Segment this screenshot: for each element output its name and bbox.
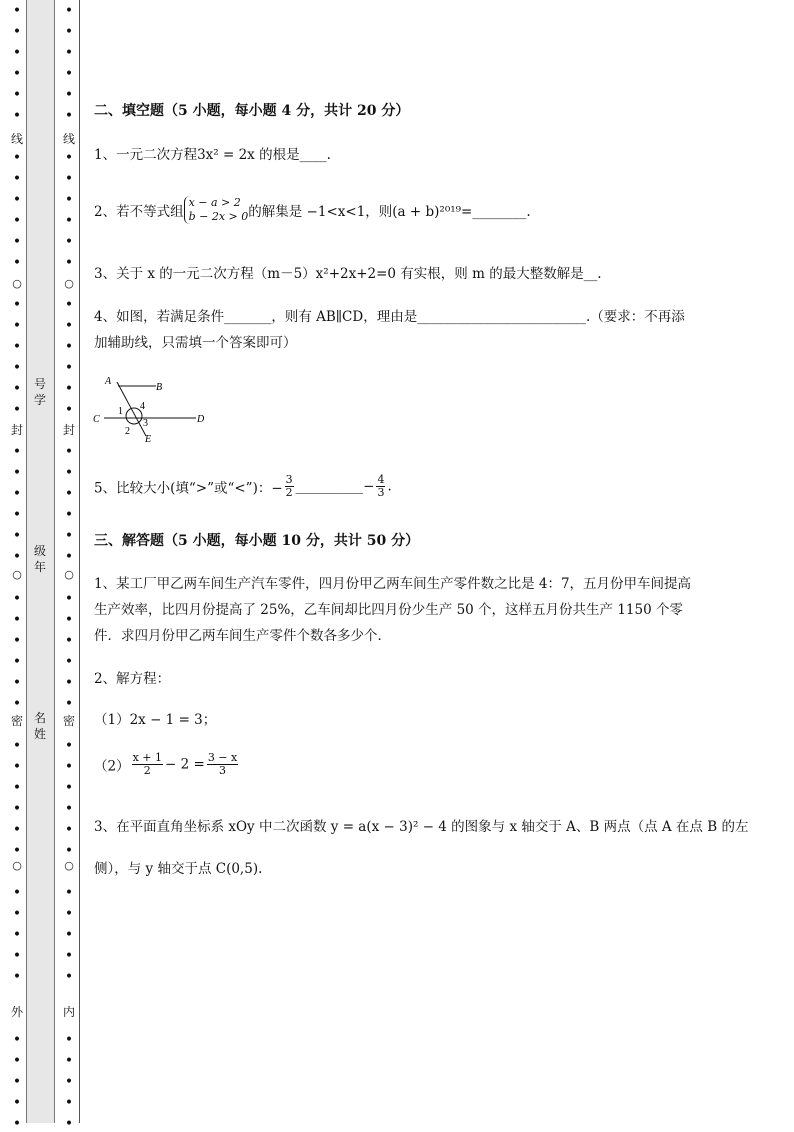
question-2-3: 3、关于 x 的一元二次方程（m－5）x²+2x+2=0 有实根，则 m 的最大整数解是__. xyxy=(94,266,602,282)
margin-dot: • xyxy=(64,150,74,166)
margin-dot: • xyxy=(12,45,22,61)
margin-dot: • xyxy=(12,927,22,943)
question-3-2-part-2-prefix: （2） xyxy=(94,758,130,775)
label-a: A xyxy=(105,376,112,387)
margin-dot: • xyxy=(64,108,74,124)
margin-dot: • xyxy=(12,843,22,859)
margin-dot: • xyxy=(64,339,74,355)
margin-dot: • xyxy=(12,1116,22,1132)
field-label-student-id: 号学 xyxy=(33,377,46,407)
field-label-grade: 级年 xyxy=(33,544,46,574)
margin-dot: • xyxy=(64,213,74,229)
margin-dot: • xyxy=(12,339,22,355)
margin-dot: • xyxy=(12,801,22,817)
margin-dot: • xyxy=(12,24,22,40)
margin-dot: • xyxy=(12,150,22,166)
margin-dot: • xyxy=(64,444,74,460)
margin-dot: • xyxy=(64,822,74,838)
label-angle-2: 2 xyxy=(125,426,130,437)
margin-dot: • xyxy=(12,444,22,460)
margin-dot: • xyxy=(12,360,22,376)
fraction-4-3 xyxy=(376,474,385,499)
margin-label-xian-outer: 线 xyxy=(10,132,23,146)
fraction-3-minus-x-over-3 xyxy=(207,752,238,777)
margin-dot: • xyxy=(64,801,74,817)
fraction-3-2-num: 3 xyxy=(285,473,293,486)
margin-dot: • xyxy=(12,234,22,250)
margin-dot: • xyxy=(12,171,22,187)
margin-dot: • xyxy=(64,633,74,649)
question-2-4-line-1: 4、如图，若满足条件_______，则有 AB∥CD，理由是_________________________.（要求：不再添 xyxy=(94,309,685,325)
question-3-1-line-3: 件．求四月份甲乙两车间生产零件个数各多少个． xyxy=(94,628,391,644)
margin-dot: • xyxy=(12,465,22,481)
question-2-4-line-2: 加辅助线，只需填一个答案即可） xyxy=(94,335,297,351)
margin-dot: • xyxy=(12,759,22,775)
question-3-3-line-2: 侧），与 y 轴交于点 C(0,5). xyxy=(94,861,263,877)
question-3-2-part-1: （1）2x − 1 = 3； xyxy=(94,712,217,728)
question-2-5-end: . xyxy=(387,478,392,495)
question-2-5-prefix: 5、比较大小(填“>”或“<”)：− xyxy=(94,480,283,497)
margin-dot: • xyxy=(64,1053,74,1069)
margin-dot: • xyxy=(64,675,74,691)
margin-dot: • xyxy=(64,486,74,502)
margin-dot: • xyxy=(12,381,22,397)
margin-dot: • xyxy=(12,528,22,544)
margin-dot: • xyxy=(12,1053,22,1069)
label-d: D xyxy=(197,414,205,425)
label-e: E xyxy=(145,434,152,445)
inequality-2: b − 2x > 0 xyxy=(188,210,249,223)
margin-dot: • xyxy=(12,213,22,229)
margin-dot: • xyxy=(64,906,74,922)
label-angle-1: 1 xyxy=(118,406,123,417)
margin-dot: • xyxy=(12,780,22,796)
margin-dot: • xyxy=(64,507,74,523)
fraction-x-plus-1-den: 2 xyxy=(143,764,151,777)
section-3-title: 三、解答题（5 小题，每小题 10 分，共计 50 分） xyxy=(94,533,420,549)
margin-dot: • xyxy=(64,654,74,670)
margin-dot: • xyxy=(64,234,74,250)
margin-label-nei-inner: 内 xyxy=(62,1005,75,1019)
binding-hole-1-inner: ○ xyxy=(64,277,74,290)
margin-label-mi-outer: 密 xyxy=(10,714,23,728)
fraction-4-3-den: 3 xyxy=(377,486,385,499)
margin-dot: • xyxy=(64,1032,74,1048)
question-3-2-part-2-mid: − 2 = xyxy=(165,756,205,773)
margin-dot: • xyxy=(12,654,22,670)
margin-dot: • xyxy=(12,108,22,124)
margin-dot: • xyxy=(64,255,74,271)
margin-dot: • xyxy=(64,948,74,964)
margin-dot: • xyxy=(64,1116,74,1132)
margin-dot: • xyxy=(12,3,22,19)
margin-dot: • xyxy=(12,318,22,334)
margin-dot: • xyxy=(64,738,74,754)
question-2-2-suffix: 的解集是 −1<x<1，则(a + b)²⁰¹⁹=________. xyxy=(248,204,531,220)
margin-dot: • xyxy=(64,192,74,208)
fraction-3-minus-x-num: 3 − x xyxy=(207,751,238,764)
margin-dot: • xyxy=(12,948,22,964)
margin-label-xian-inner: 线 xyxy=(62,132,75,146)
binding-hole-3-inner: ○ xyxy=(64,859,74,872)
question-2-5-mid: __________− xyxy=(295,478,375,495)
margin-dot: • xyxy=(12,633,22,649)
margin-dot: • xyxy=(12,87,22,103)
margin-dot: • xyxy=(12,549,22,565)
label-angle-3: 3 xyxy=(143,418,148,429)
field-label-name: 名姓 xyxy=(33,711,46,741)
margin-dot: • xyxy=(12,402,22,418)
binding-margin-inner xyxy=(62,0,76,1132)
margin-dot: • xyxy=(64,612,74,628)
label-angle-4: 4 xyxy=(140,401,145,412)
margin-dot: • xyxy=(12,1095,22,1111)
margin-dot: • xyxy=(64,87,74,103)
margin-dot: • xyxy=(12,66,22,82)
margin-dot: • xyxy=(64,885,74,901)
question-3-2-part-2 xyxy=(94,752,240,777)
margin-label-wai-outer: 外 xyxy=(10,1005,23,1019)
question-2-2-prefix: 2、若不等式组 xyxy=(94,204,184,220)
section-2-title: 二、填空题（5 小题，每小题 4 分，共计 20 分） xyxy=(94,103,410,119)
fraction-3-minus-x-den: 3 xyxy=(219,764,227,777)
margin-dot: • xyxy=(64,45,74,61)
margin-label-feng-inner: 封 xyxy=(62,423,75,437)
question-2-2 xyxy=(94,196,531,224)
margin-dot: • xyxy=(12,486,22,502)
margin-dot: • xyxy=(64,1095,74,1111)
fraction-3-2 xyxy=(285,474,294,499)
margin-dot: • xyxy=(12,696,22,712)
margin-dot: • xyxy=(64,318,74,334)
margin-dot: • xyxy=(64,297,74,313)
margin-dot: • xyxy=(64,591,74,607)
binding-hole-2-outer: ○ xyxy=(12,568,22,581)
margin-dot: • xyxy=(64,549,74,565)
question-3-3-line-1: 3、在平面直角坐标系 xOy 中二次函数 y = a(x − 3)² − 4 的图象与 x 轴交于 A、B 两点（点 A 在点 B 的左 xyxy=(94,819,749,835)
binding-hole-1-outer: ○ xyxy=(12,277,22,290)
fraction-4-3-num: 4 xyxy=(377,473,385,486)
binding-border-line xyxy=(79,0,80,1123)
margin-dot: • xyxy=(64,3,74,19)
margin-dot: • xyxy=(12,738,22,754)
binding-hole-2-inner: ○ xyxy=(64,568,74,581)
label-b: B xyxy=(156,382,163,393)
margin-dot: • xyxy=(64,1074,74,1090)
margin-label-mi-inner: 密 xyxy=(62,714,75,728)
question-3-1-line-1: 1、某工厂甲乙两车间生产汽车零件，四月份甲乙两车间生产零件数之比是 4：7，五月份甲车间提高 xyxy=(94,576,692,592)
margin-dot: • xyxy=(64,465,74,481)
margin-dot: • xyxy=(64,759,74,775)
margin-dot: • xyxy=(12,507,22,523)
margin-dot: • xyxy=(64,696,74,712)
margin-dot: • xyxy=(12,1032,22,1048)
margin-dot: • xyxy=(12,822,22,838)
fraction-x-plus-1-over-2 xyxy=(132,752,163,777)
margin-dot: • xyxy=(12,192,22,208)
binding-margin-outer xyxy=(10,0,24,1132)
margin-label-feng-outer: 封 xyxy=(10,423,23,437)
margin-dot: • xyxy=(12,591,22,607)
margin-dot: • xyxy=(64,360,74,376)
margin-dot: • xyxy=(12,885,22,901)
inequality-system xyxy=(184,196,249,224)
margin-dot: • xyxy=(64,780,74,796)
margin-dot: • xyxy=(64,927,74,943)
margin-dot: • xyxy=(64,528,74,544)
question-2-1: 1、一元二次方程3x² = 2x 的根是____. xyxy=(94,147,331,163)
margin-dot: • xyxy=(64,843,74,859)
margin-dot: • xyxy=(64,969,74,985)
margin-dot: • xyxy=(12,906,22,922)
margin-dot: • xyxy=(64,24,74,40)
margin-dot: • xyxy=(12,255,22,271)
fraction-3-2-den: 2 xyxy=(285,486,293,499)
label-c: C xyxy=(93,414,100,425)
margin-dot: • xyxy=(12,969,22,985)
margin-dot: • xyxy=(64,66,74,82)
question-2-5 xyxy=(94,474,392,499)
margin-dot: • xyxy=(12,612,22,628)
margin-dot: • xyxy=(64,402,74,418)
margin-dot: • xyxy=(12,297,22,313)
binding-hole-3-outer: ○ xyxy=(12,859,22,872)
margin-dot: • xyxy=(64,171,74,187)
parallel-lines-figure xyxy=(90,376,220,448)
margin-dot: • xyxy=(64,381,74,397)
margin-dot: • xyxy=(12,675,22,691)
fraction-x-plus-1-num: x + 1 xyxy=(132,751,163,764)
inequality-1: x − a > 2 xyxy=(188,196,241,209)
question-3-1-line-2: 生产效率，比四月份提高了 25%，乙车间却比四月份少生产 50 个，这样五月份共生产 1150 个零 xyxy=(94,602,683,618)
question-3-2: 2、解方程： xyxy=(94,671,171,687)
margin-dot: • xyxy=(12,1074,22,1090)
